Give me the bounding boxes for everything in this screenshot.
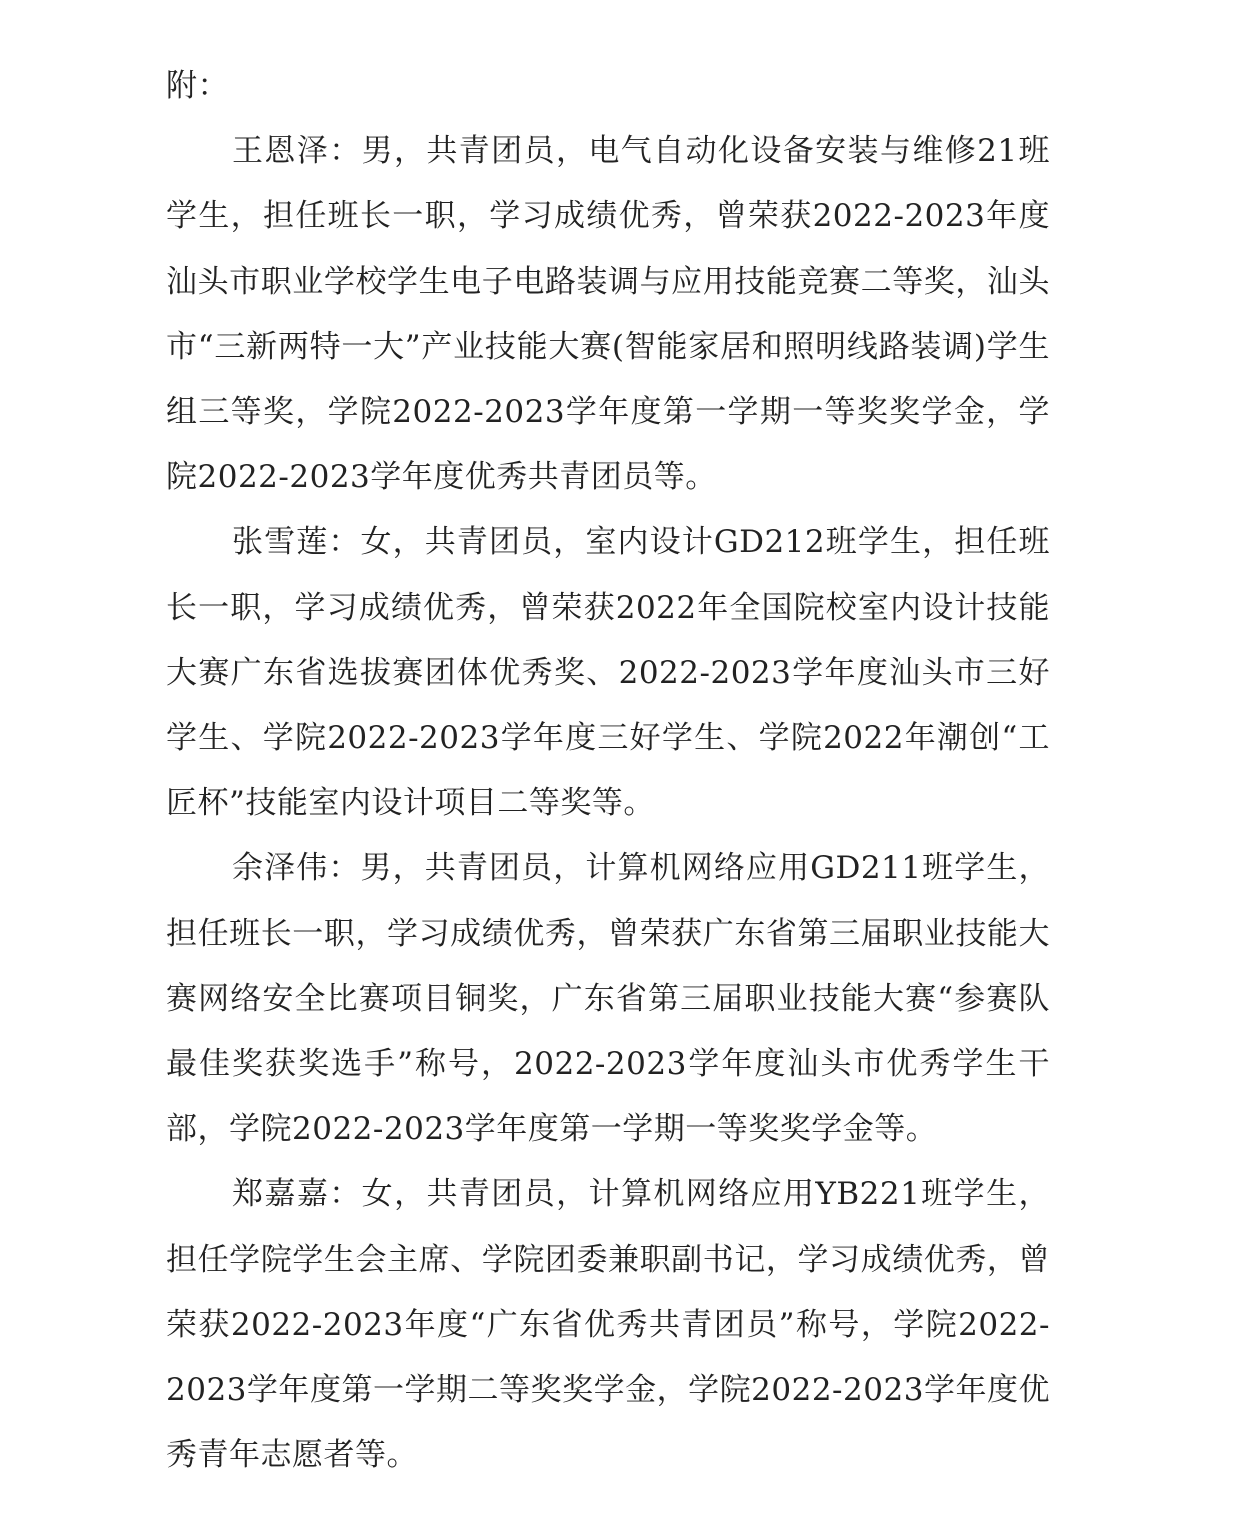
paragraph-wang-enze: 王恩泽：男，共青团员，电气自动化设备安装与维修21班学生，担任班长一职，学习成绩优秀，曾荣获2022-2023年度汕头市职业学校学生电子电路装调与应用技能竞赛二等奖，汕头市“三新两特一大”产业技能大赛(智能家居和照明线路装调)学生组三等奖，学院2022-2023学年度第一学期一等奖奖学金，学院2022-2023学年度优秀共青团员等。	[166, 133, 1050, 496]
paragraph-yu-zewei: 余泽伟：男，共青团员，计算机网络应用GD211班学生，担任班长一职，学习成绩优秀，曾荣获广东省第三届职业技能大赛网络安全比赛项目铜奖，广东省第三届职业技能大赛“参赛队最佳奖获奖选手”称号，2022-2023学年度汕头市优秀学生干部，学院2022-2023学年度第一学期一等奖奖学金等。	[166, 850, 1050, 1148]
document-body	[166, 54, 1050, 1488]
paragraph-zheng-jiajia: 郑嘉嘉：女，共青团员，计算机网络应用YB221班学生，担任学院学生会主席、学院团委兼职副书记，学习成绩优秀，曾荣获2022-2023年度“广东省优秀共青团员”称号，学院2022-2023学年度第一学期二等奖奖学金，学院2022-2023学年度优秀青年志愿者等。	[166, 1176, 1050, 1474]
appendix-heading: 附：	[166, 68, 229, 104]
paragraph-zhang-xuelian: 张雪莲：女，共青团员，室内设计GD212班学生，担任班长一职，学习成绩优秀，曾荣获2022年全国院校室内设计技能大赛广东省选拔赛团体优秀奖、2022-2023学年度汕头市三好学生、学院2022-2023学年度三好学生、学院2022年潮创“工匠杯”技能室内设计项目二等奖等。	[166, 524, 1050, 822]
